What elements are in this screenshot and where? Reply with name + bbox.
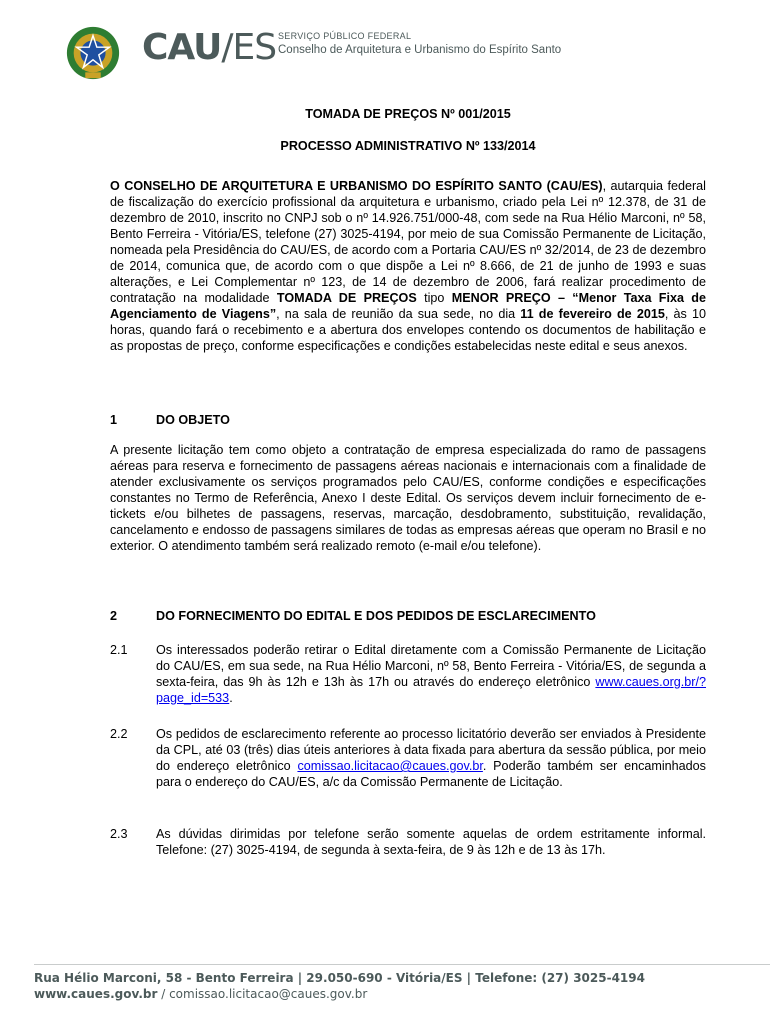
- organization-name: [278, 29, 561, 57]
- clause-text-end: .: [229, 691, 233, 705]
- coat-of-arms-icon: [64, 24, 122, 82]
- intro-bold-2: TOMADA DE PREÇOS: [276, 291, 417, 305]
- clause-2-3: [110, 826, 706, 858]
- intro-bold-3: MENOR PREÇO – “Menor Taxa Fixa de Agenciamento de Viagens”: [110, 291, 706, 321]
- org-line-2: Conselho de Arquitetura e Urbanismo do Espírito Santo: [278, 44, 562, 56]
- clause-text-end: . Poderão também ser encaminhados para o endereço do CAU/ES, a/c da Comissão Permanente de Licitação.: [156, 759, 706, 789]
- clause-number: 2.2: [110, 727, 128, 741]
- footer-email[interactable]: comissao.licitacao@caues.gov.br: [169, 987, 368, 1001]
- document-title: TOMADA DE PREÇOS Nº 001/2015: [305, 107, 511, 121]
- footer-contacts: [34, 986, 645, 1002]
- clause-text: As dúvidas dirimidas por telefone serão somente aquelas de ordem estritamente informal. Telefone: (27) 3025-4194, de segunda à sexta-feira, de 9 às 12h e de 13 às 17h.: [156, 827, 706, 857]
- footer-separator: /: [157, 987, 170, 1001]
- section-1-paragraph: [110, 442, 706, 554]
- footer-site[interactable]: www.caues.gov.br: [34, 987, 158, 1001]
- letterhead: [64, 24, 584, 80]
- document-subtitle: PROCESSO ADMINISTRATIVO Nº 133/2014: [280, 139, 536, 153]
- clause-2-2: [110, 726, 706, 790]
- section-1-title: DO OBJETO: [156, 413, 230, 427]
- clause-text: Os interessados poderão retirar o Edital diretamente com a Comissão Permanente de Licitação do CAU/ES, em sua sede, na Rua Hélio Marconi, nº 58, Bento Ferreira - Vitória/ES, de segunda a sexta-feira, das 9h às 12h e 13h às 17h ou através do endereço eletrônico: [156, 643, 706, 689]
- page-footer: [34, 970, 645, 1002]
- email-link[interactable]: comissao.licitacao@caues.gov.br: [297, 759, 483, 773]
- footer-address: Rua Hélio Marconi, 58 - Bento Ferreira | 29.050-690 - Vitória/ES | Telefone: (27) 3025-4194: [34, 971, 645, 985]
- footer-divider: [34, 964, 770, 965]
- cau-es-logo: CAU/ES: [142, 27, 277, 68]
- org-line-1: SERVIÇO PÚBLICO FEDERAL: [278, 31, 412, 41]
- section-1-text: A presente licitação tem como objeto a contratação de empresa especializada do ramo de passagens aéreas para reserva e fornecimento de passagens aéreas nacionais e internacionais com a finalidade de atender exclusivamente os serviços programados pelo CAU/ES, conforme condições e especificações constantes no Termo de Referência, Anexo I deste Edital. Os serviços devem incluir fornecimento de e-tickets e/ou bilhetes de passagens, reservas, marcação, desdobramento, substituição, revalidação, cancelamento e endosso de passagens similares de todas as empresas aéreas que operam no Brasil e no exterior. O atendimento também será realizado remoto (e-mail e/ou telefone).: [110, 443, 706, 553]
- clause-number: 2.1: [110, 643, 128, 657]
- intro-paragraph: [110, 178, 706, 354]
- section-1-heading: [110, 412, 706, 428]
- section-2-number: 2: [110, 609, 118, 623]
- intro-text-2: tipo: [416, 291, 452, 305]
- section-1-number: 1: [110, 413, 118, 427]
- section-2-title: DO FORNECIMENTO DO EDITAL E DOS PEDIDOS DE ESCLARECIMENTO: [156, 609, 596, 623]
- clause-number: 2.3: [110, 827, 128, 841]
- intro-text-1: , autarquia federal de fiscalização do exercício profissional da arquitetura e urbanismo, criado pela Lei nº 12.378, de 31 de dezembro de 2010, inscrito no CNPJ sob o nº 14.926.751/000-48, com sede na Rua Hélio Marconi, nº 58, Bento Ferreira - Vitória/ES, telefone (27) 3025-4194, por meio de sua Comissão Permanente de Licitação, nomeada pela Presidência do CAU/ES, de acordo com a Portaria CAU/ES nº 32/2014, de 23 de dezembro de 2014, comunica que, de acordo com o que dispõe a Lei nº 8.666, de 21 de junho de 1993 e suas alterações, e Lei Complementar nº 123, de 14 de dezembro de 2006, fará realizar procedimento de contratação na modalidade: [110, 179, 706, 305]
- intro-bold-lead: O CONSELHO DE ARQUITETURA E URBANISMO DO ESPÍRITO SANTO (CAU/ES): [110, 179, 603, 193]
- section-2-heading: [110, 608, 706, 624]
- edital-link[interactable]: www.caues.org.br/?page_id=533: [156, 675, 706, 705]
- intro-text-4: , às 10 horas, quando fará o recebimento e a abertura dos envelopes contendo os documentos de habilitação e as propostas de preço, conforme especificações e condições estabelecidas neste edital e seus anexos.: [110, 307, 706, 353]
- clause-2-1: [110, 642, 706, 706]
- clause-text: Os pedidos de esclarecimento referente ao processo licitatório deverão ser enviados à Presidente da CPL, até 03 (três) dias úteis anteriores à data fixada para abertura da sessão pública, por meio do endereço eletrônico: [156, 727, 706, 773]
- intro-bold-4: 11 de fevereiro de 2015: [520, 307, 665, 321]
- intro-text-3: , na sala de reunião da sua sede, no dia: [276, 307, 521, 321]
